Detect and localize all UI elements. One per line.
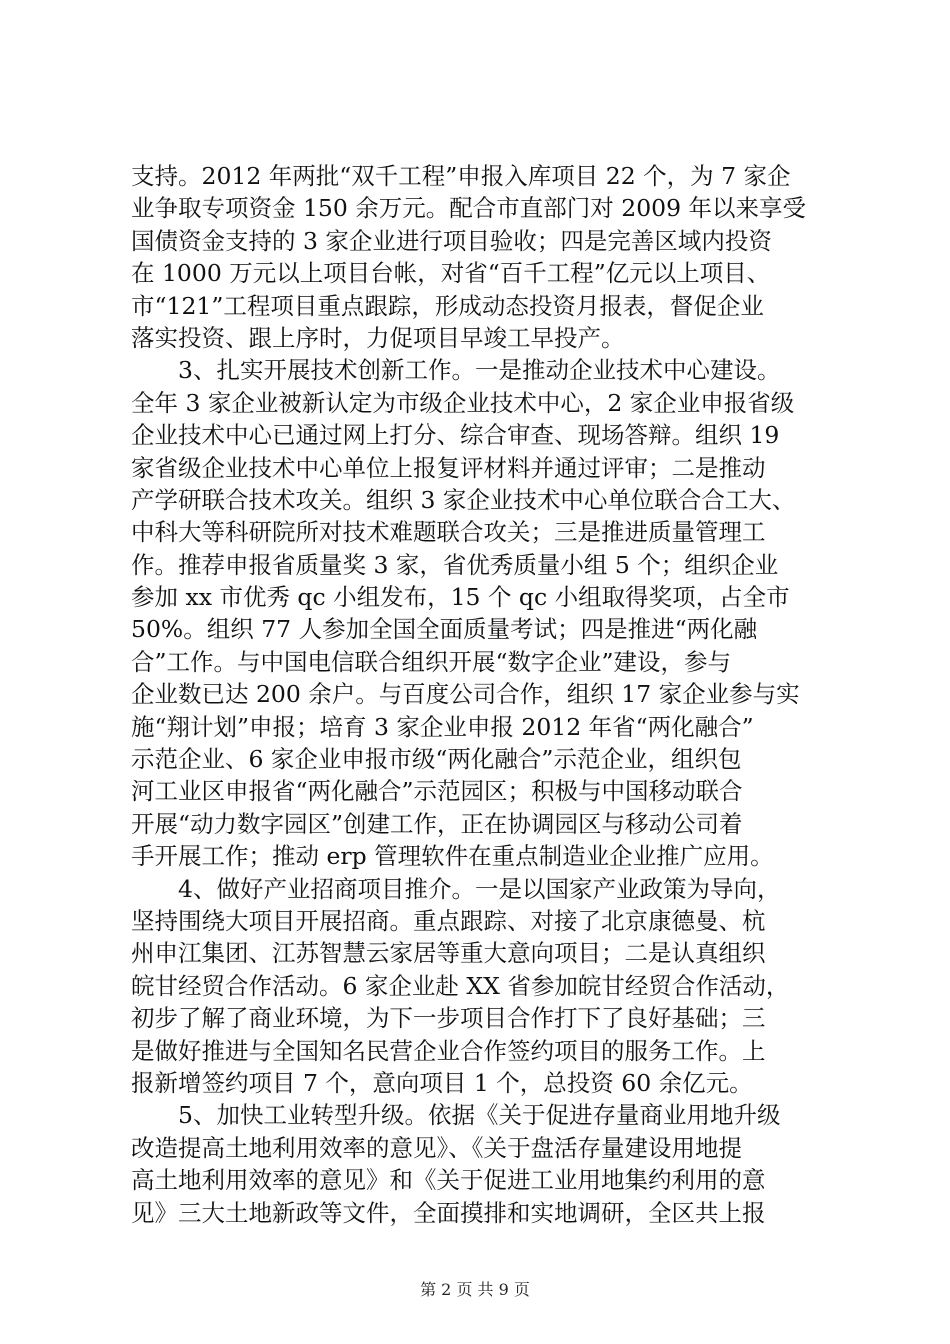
text-line: 国债资金支持的 3 家企业进行项目验收；四是完善区域内投资 (131, 226, 772, 255)
text-line: 5、加快工业转型升级。依据《关于促进存量商业用地升级 (131, 1101, 781, 1130)
text-line: 改造提高土地利用效率的意见》、《关于盘活存量建设用地提 (131, 1133, 742, 1162)
text-line: 初步了解了商业环境，为下一步项目合作打下了良好基础；三 (131, 1004, 766, 1033)
text-line: 报新增签约项目 7 个，意向项目 1 个，总投资 60 余亿元。 (131, 1068, 753, 1097)
text-line: 产学研联合技术攻关。组织 3 家企业技术中心单位联合合工大、 (131, 485, 796, 514)
text-line: 企业技术中心已通过网上打分、综合审查、现场答辩。组织 19 (131, 421, 780, 450)
text-line: 全年 3 家企业被新认定为市级企业技术中心，2 家企业申报省级 (131, 388, 795, 417)
text-line: 企业数已达 200 余户。与百度公司合作，组织 17 家企业参与实 (131, 680, 800, 709)
body-text (131, 160, 831, 1229)
text-line: 50%。组织 77 人参加全国全面质量考试；四是推进“两化融 (131, 615, 758, 644)
text-line: 示范企业、6 家企业申报市级“两化融合”示范企业，组织包 (131, 745, 742, 774)
text-line: 合”工作。与中国电信联合组织开展“数字企业”建设，参与 (131, 647, 732, 676)
text-line: 见》三大土地新政等文件，全面摸排和实地调研，全区共上报 (131, 1198, 766, 1227)
text-line: 3、扎实开展技术创新工作。一是推动企业技术中心建设。 (131, 356, 781, 385)
text-line: 在 1000 万元以上项目台帐，对省“百千工程”亿元以上项目、 (131, 259, 771, 288)
text-line: 开展“动力数字园区”创建工作，正在协调园区与移动公司着 (131, 809, 743, 838)
text-line: 施“翔计划”申报；培育 3 家企业申报 2012 年省“两化融合” (131, 712, 754, 741)
text-line: 支持。2012 年两批“双千工程”申报入库项目 22 个，为 7 家企 (131, 162, 791, 190)
text-line: 高土地利用效率的意见》和《关于促进工业用地集约利用的意 (131, 1166, 766, 1195)
text-line: 手开展工作；推动 erp 管理软件在重点制造业企业推广应用。 (131, 842, 774, 871)
text-line: 作。推荐申报省质量奖 3 家，省优秀质量小组 5 个；组织企业 (131, 550, 779, 579)
text-line: 坚持围绕大项目开展招商。重点跟踪、对接了北京康德曼、杭 (131, 906, 766, 935)
text-line: 业争取专项资金 150 余万元。配合市直部门对 2009 年以来享受 (131, 194, 807, 223)
text-line: 市“121”工程项目重点跟踪，形成动态投资月报表，督促企业 (131, 291, 764, 320)
text-line: 是做好推进与全国知名民营企业合作签约项目的服务工作。上 (131, 1036, 766, 1065)
text-line: 中科大等科研院所对技术难题联合攻关；三是推进质量管理工 (131, 518, 766, 547)
text-line: 河工业区申报省“两化融合”示范园区；积极与中国移动联合 (131, 777, 743, 806)
text-line: 皖甘经贸合作活动。6 家企业赴 XX 省参加皖甘经贸合作活动， (131, 971, 790, 1000)
text-line: 州申江集团、江苏智慧云家居等重大意向项目；二是认真组织 (131, 939, 766, 968)
text-line: 落实投资、跟上序时，力促项目早竣工早投产。 (131, 323, 625, 352)
text-line: 4、做好产业招商项目推介。一是以国家产业政策为导向， (131, 874, 781, 903)
page-number-footer: 第 2 页 共 9 页 (420, 1280, 530, 1299)
text-line: 家省级企业技术中心单位上报复评材料并通过评审；二是推动 (131, 453, 766, 482)
text-line: 参加 xx 市优秀 qc 小组发布，15 个 qc 小组取得奖项，占全市 (131, 583, 790, 612)
